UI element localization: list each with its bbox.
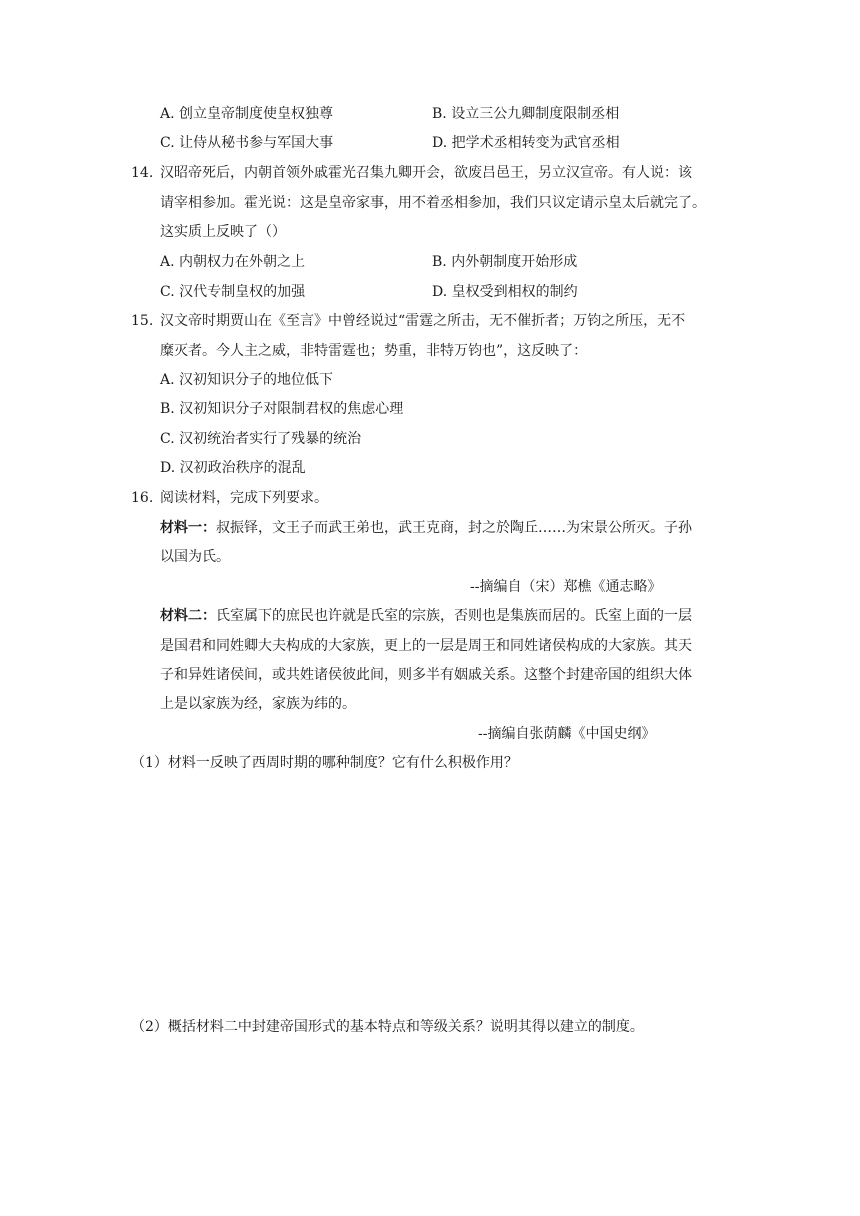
q15-option-a: A. 汉初知识分子的地位低下 [160, 372, 334, 388]
q15-option-d: D. 汉初政治秩序的混乱 [160, 460, 306, 476]
material2-label: 材料二： [160, 608, 216, 624]
material2-source: --摘编自张荫麟《中国史纲》 [478, 726, 656, 742]
material1-line1 [160, 518, 692, 538]
q15-number: 15. [131, 313, 154, 329]
q15-option-b: B. 汉初知识分子对限制君权的焦虑心理 [160, 401, 404, 417]
q15-option-c: C. 汉初统治者实行了残暴的统治 [160, 431, 362, 447]
material2-line2: 是国君和同姓卿大夫构成的大家族，更上的一层是周王和同姓诸侯构成的大家族。其天 [160, 638, 692, 654]
q14-option-c: C. 汉代专制皇权的加强 [160, 284, 306, 300]
material1-text: 叔振铎，文王子而武王弟也，武王克商，封之於陶丘……为宋景公所灭。子孙 [216, 520, 692, 536]
material1-line2: 以国为氏。 [160, 549, 230, 565]
q15-stem-line1: 汉文帝时期贾山在《至言》中曾经说过“雷霆之所击，无不催折者；万钧之所压，无不 [160, 313, 686, 329]
q14-option-d: D. 皇权受到相权的制约 [432, 284, 578, 300]
q14-number: 14. [131, 165, 154, 181]
q16-subquestion-2: （2）概括材料二中封建帝国形式的基本特点和等级关系？说明其得以建立的制度。 [131, 1019, 644, 1035]
q14-stem-line1: 汉昭帝死后，内朝首领外戚霍光召集九卿开会，欲废吕邑王，另立汉宣帝。有人说：该 [160, 165, 692, 181]
q16-number: 16. [131, 490, 154, 506]
q13-option-c: C. 让侍从秘书参与军国大事 [160, 135, 334, 151]
material2-line1 [160, 606, 692, 626]
q14-stem-line2: 请宰相参加。霍光说：这是皇帝家事，用不着丞相参加，我们只议定请示皇太后就完了。 [160, 195, 706, 211]
q13-option-a: A. 创立皇帝制度使皇权独尊 [160, 106, 334, 122]
q13-option-d: D. 把学术丞相转变为武官丞相 [432, 135, 620, 151]
q14-option-b: B. 内外朝制度开始形成 [432, 254, 578, 270]
q14-stem-line3: 这实质上反映了（） [160, 224, 286, 240]
q16-intro: 阅读材料，完成下列要求。 [160, 490, 328, 506]
q16-subquestion-1: （1）材料一反映了西周时期的哪种制度？它有什么积极作用？ [131, 755, 518, 771]
material2-line4: 上是以家族为经，家族为纬的。 [160, 696, 356, 712]
q13-option-b: B. 设立三公九卿制度限制丞相 [432, 106, 620, 122]
material1-label: 材料一： [160, 520, 216, 536]
q15-stem-line2: 糜灭者。今人主之威，非特雷霆也；势重，非特万钧也”，这反映了： [160, 343, 588, 359]
material1-source: --摘编自（宋）郑樵《通志略》 [470, 579, 662, 595]
material2-text: 氏室属下的庶民也许就是氏室的宗族，否则也是集族而居的。氏室上面的一层 [216, 608, 692, 624]
q14-option-a: A. 内朝权力在外朝之上 [160, 254, 306, 270]
material2-line3: 子和异姓诸侯间，或共姓诸侯彼此间，则多半有姻戚关系。这整个封建帝国的组织大体 [160, 667, 692, 683]
